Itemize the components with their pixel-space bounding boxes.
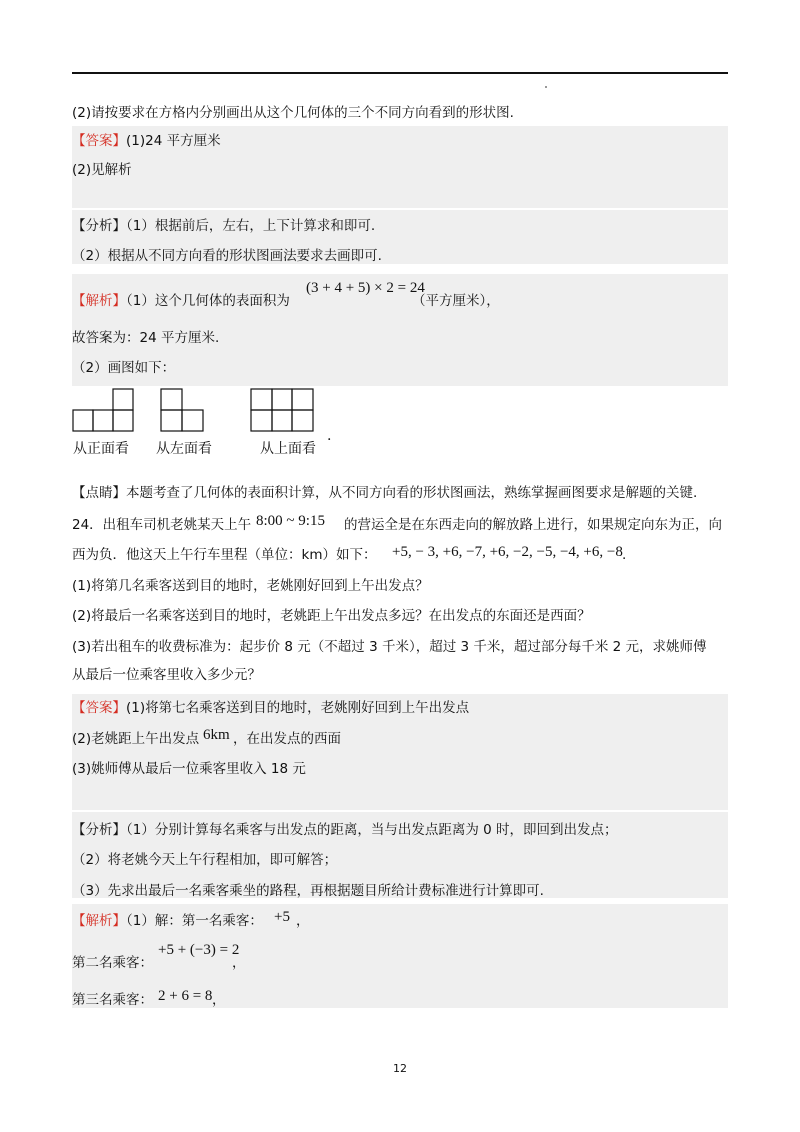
caption-left: 从左面看 <box>156 441 212 457</box>
q24-solution-line-2-post: ， <box>232 955 246 971</box>
q24-part3-line-2: 从最后一位乘客里收入多少元？ <box>72 667 261 683</box>
q24-analysis-line-2: （2）将老姚今天上午行程相加，即可解答； <box>72 852 338 868</box>
q24-answer-line-2-post: ，在出发点的西面 <box>233 731 341 747</box>
left-view-figure <box>160 388 204 432</box>
header-rule <box>72 72 728 74</box>
answer-line-2: (2)见解析 <box>72 162 132 178</box>
q24-part3-line-1: (3)若出租车的收费标准为：起步价 8 元（不超过 3 千米），超过 3 千米，超过部分每千米 2 元，求姚师傅 <box>72 639 707 655</box>
unit-text: （平方厘米）， <box>412 293 500 309</box>
answer-tag: 【答案】 <box>72 133 126 149</box>
q24-answer-distance: 6km <box>203 727 230 743</box>
q24-part2: (2)将最后一名乘客送到目的地时，老姚距上午出发点多远？在出发点的东面还是西面？ <box>72 608 591 624</box>
answer-text: (1)24 平方厘米 <box>126 133 221 149</box>
comment-line <box>72 483 697 503</box>
page-number: 12 <box>393 1062 407 1075</box>
answer-line-1 <box>72 131 221 151</box>
drawing-intro: （2）画图如下： <box>72 360 176 376</box>
q24-solution-math-2: +5 + (−3) = 2 <box>158 942 240 958</box>
analysis-line-1 <box>72 216 375 236</box>
solution-line-1 <box>72 291 290 311</box>
q24-solution-line-1-post: ， <box>296 913 310 929</box>
analysis-tag-24: 【分析】 <box>72 822 126 838</box>
q24-solution-line-1-pre <box>72 911 263 931</box>
answer-tag-24: 【答案】 <box>72 700 126 716</box>
top-view-figure <box>250 388 314 432</box>
header-dot <box>545 86 547 88</box>
q24-line-1-pre: 24．出租车司机老姚某天上午 <box>72 517 252 533</box>
caption-front: 从正面看 <box>73 441 129 457</box>
q24-answer-line-3: (3)姚师傅从最后一位乘客里收入 18 元 <box>72 761 306 777</box>
comment-text: 本题考查了几何体的表面积计算，从不同方向看的形状图画法，熟练掌握画图要求是解题的关键. <box>126 485 698 501</box>
analysis-tag: 【分析】 <box>72 218 126 234</box>
q24-line-1-post: 的营运全是在东西走向的解放路上进行，如果规定向东为正，向 <box>344 517 722 533</box>
q24-solution-line-2-pre: 第二名乘客： <box>72 955 153 971</box>
analysis-line-2: （2）根据从不同方向看的形状图画法要求去画即可. <box>72 248 382 264</box>
q24-time-range: 8:00 ~ 9:15 <box>256 513 325 529</box>
q24-line-2-pre: 西为负．他这天上午行车里程（单位：km）如下： <box>72 547 377 563</box>
q24-solution-math-1: +5 <box>274 909 290 925</box>
q24-analysis-text: （1）分别计算每名乘客与出发点的距离，当与出发点距离为 0 时，即回到出发点； <box>126 822 618 838</box>
front-view-figure <box>72 388 134 432</box>
q24-answer-text: (1)将第七名乘客送到目的地时，老姚刚好回到上午出发点 <box>126 700 470 716</box>
analysis-text: （1）根据前后，左右，上下计算求和即可. <box>126 218 376 234</box>
q24-line-2-post: . <box>622 547 627 563</box>
q24-answer-line-2-pre: (2)老姚距上午出发点 <box>72 731 200 747</box>
caption-top: 从上面看 <box>260 441 316 457</box>
solution-text: （1）这个几何体的表面积为 <box>126 293 290 309</box>
q24-analysis-line-3: （3）先求出最后一名乘客乘坐的路程，再根据题目所给计费标准进行计算即可. <box>72 883 544 899</box>
q24-solution-line-3-post: ， <box>212 992 226 1008</box>
q24-analysis-line-1 <box>72 820 618 840</box>
q24-solution-line-3-pre: 第三名乘客： <box>72 992 153 1008</box>
figure-period: . <box>327 428 332 444</box>
q24-solution-text: （1）解：第一名乘客： <box>126 913 263 929</box>
solution-tag-24: 【解析】 <box>72 913 126 929</box>
solution-tag: 【解析】 <box>72 293 126 309</box>
surface-area-formula: (3 + 4 + 5) × 2 = 24 <box>306 280 425 296</box>
q24-mileage-list: +5, − 3, +6, −7, +6, −2, −5, −4, +6, −8 <box>392 544 623 560</box>
q24-answer-line-1 <box>72 698 469 718</box>
q23-part2: (2)请按要求在方格内分别画出从这个几何体的三个不同方向看到的形状图. <box>72 105 514 121</box>
comment-tag: 【点睛】 <box>72 485 126 501</box>
solution-answer: 故答案为：24 平方厘米. <box>72 330 220 346</box>
q24-solution-math-3: 2 + 6 = 8 <box>158 988 213 1004</box>
q24-part1: (1)将第几名乘客送到目的地时，老姚刚好回到上午出发点？ <box>72 578 429 594</box>
